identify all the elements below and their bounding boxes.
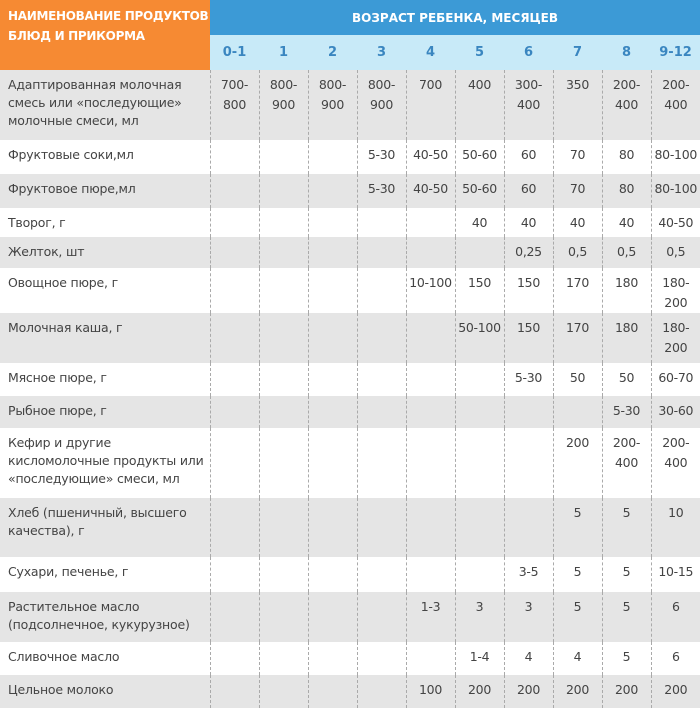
value-cell: 800- 900 [259,70,308,140]
value-cell: 60-70 [651,363,700,396]
value-cell: 200 [455,675,504,708]
value-cell: 200- 400 [651,428,700,498]
value-cell [259,363,308,396]
value-cell: 50 [553,363,602,396]
product-name: Творог, г [8,215,66,230]
value-cell [210,396,259,428]
value-cell: 5 [553,592,602,642]
age-column-header: ВОЗРАСТ РЕБЕНКА, МЕСЯЦЕВ [210,0,700,35]
table-row [0,208,700,237]
month-header-7: 7 [553,35,602,70]
table-row [0,363,700,396]
value-cell [308,268,357,313]
value-cell [259,396,308,428]
value-cell: 40 [455,208,504,237]
value-cell [210,174,259,208]
value-cell: 70 [553,174,602,208]
table-row [0,557,700,592]
value-cell: 180- 200 [651,313,700,363]
table-row [0,237,700,268]
value-cell [357,557,406,592]
value-cell [357,268,406,313]
value-cell: 200 [602,675,651,708]
value-cell: 50-100 [455,313,504,363]
value-cell: 10-100 [406,268,455,313]
product-name: Фруктовое пюре,мл [8,181,136,196]
value-cell: 50-60 [455,174,504,208]
table-row [0,396,700,428]
value-cell: 50-60 [455,140,504,174]
product-name: Хлеб (пшеничный, высшего качества), г [8,505,187,538]
value-cell [210,642,259,675]
value-cell [210,140,259,174]
value-cell [455,237,504,268]
value-cell [406,642,455,675]
value-cell [406,557,455,592]
value-cell: 4 [504,642,553,675]
product-name: Рыбное пюре, г [8,403,107,418]
value-cell [308,396,357,428]
value-cell [357,237,406,268]
product-column-header: НАИМЕНОВАНИЕ ПРОДУКТОВ БЛЮД И ПРИКОРМА [0,0,210,70]
value-cell: 200- 400 [602,70,651,140]
value-cell: 170 [553,313,602,363]
value-cell [210,498,259,557]
value-cell [406,498,455,557]
value-cell: 5-30 [357,140,406,174]
value-cell: 100 [406,675,455,708]
product-name: Цельное молоко [8,682,114,697]
value-cell [210,268,259,313]
value-cell: 10 [651,498,700,557]
value-cell [553,396,602,428]
value-cell: 5 [553,498,602,557]
value-cell: 3-5 [504,557,553,592]
value-cell: 0,5 [651,237,700,268]
value-cell: 0,5 [602,237,651,268]
value-cell: 1-3 [406,592,455,642]
value-cell [406,363,455,396]
product-name: Фруктовые соки,мл [8,147,134,162]
month-header-2: 2 [308,35,357,70]
value-cell [357,428,406,498]
value-cell: 300- 400 [504,70,553,140]
value-cell: 5 [602,642,651,675]
value-cell [308,428,357,498]
value-cell [357,592,406,642]
value-cell: 150 [504,313,553,363]
value-cell [406,313,455,363]
value-cell: 1-4 [455,642,504,675]
value-cell: 80 [602,140,651,174]
value-cell: 200 [553,675,602,708]
value-cell [259,174,308,208]
month-header-3: 3 [357,35,406,70]
value-cell [259,557,308,592]
value-cell [406,428,455,498]
value-cell: 40-50 [406,174,455,208]
table-row [0,174,700,208]
value-cell: 4 [553,642,602,675]
product-name: Желток, шт [8,244,85,259]
month-header-4: 4 [406,35,455,70]
value-cell: 40 [504,208,553,237]
value-cell [210,592,259,642]
value-cell [455,557,504,592]
value-cell [259,140,308,174]
product-name: Кефир и другие кисломолочные продукты или «последующие» смеси, мл [8,435,204,486]
value-cell: 10-15 [651,557,700,592]
value-cell [357,642,406,675]
value-cell: 3 [455,592,504,642]
value-cell [259,208,308,237]
value-cell: 5-30 [357,174,406,208]
product-name: Адаптированная молочная смесь или «последующие» молочные смеси, мл [8,77,182,128]
value-cell [308,675,357,708]
table-row [0,313,700,363]
value-cell: 6 [651,642,700,675]
value-cell: 40 [553,208,602,237]
value-cell: 800- 900 [308,70,357,140]
value-cell [210,363,259,396]
value-cell [308,208,357,237]
value-cell [308,237,357,268]
value-cell [259,675,308,708]
table-row [0,268,700,313]
value-cell: 5 [602,557,651,592]
value-cell [504,498,553,557]
value-cell: 30-60 [651,396,700,428]
value-cell: 180 [602,313,651,363]
table-row [0,140,700,174]
value-cell: 200 [651,675,700,708]
value-cell [308,363,357,396]
value-cell [259,313,308,363]
value-cell: 3 [504,592,553,642]
value-cell: 5 [602,498,651,557]
table-row [0,428,700,498]
value-cell [308,557,357,592]
value-cell [455,396,504,428]
value-cell [210,313,259,363]
month-header-5: 5 [455,35,504,70]
value-cell [504,396,553,428]
value-cell: 150 [504,268,553,313]
value-cell: 150 [455,268,504,313]
value-cell: 400 [455,70,504,140]
value-cell: 40-50 [651,208,700,237]
value-cell: 170 [553,268,602,313]
month-header-6: 6 [504,35,553,70]
value-cell [259,428,308,498]
value-cell: 60 [504,174,553,208]
value-cell: 6 [651,592,700,642]
value-cell [259,592,308,642]
value-cell [455,363,504,396]
value-cell: 200 [553,428,602,498]
value-cell [357,396,406,428]
value-cell: 40-50 [406,140,455,174]
value-cell: 800- 900 [357,70,406,140]
value-cell: 200- 400 [651,70,700,140]
value-cell [210,557,259,592]
value-cell: 5-30 [602,396,651,428]
value-cell [259,642,308,675]
value-cell [357,498,406,557]
product-name: Сухари, печенье, г [8,564,129,579]
value-cell [357,208,406,237]
value-cell: 0,25 [504,237,553,268]
value-cell [406,396,455,428]
value-cell [357,363,406,396]
month-header-9-12: 9-12 [651,35,700,70]
value-cell [308,592,357,642]
value-cell [210,675,259,708]
value-cell [357,675,406,708]
product-name: Сливочное масло [8,649,120,664]
value-cell: 80-100 [651,174,700,208]
value-cell [455,428,504,498]
value-cell [406,208,455,237]
value-cell: 700 [406,70,455,140]
table-row [0,592,700,642]
product-name: Овощное пюре, г [8,275,118,290]
product-name: Молочная каша, г [8,320,123,335]
value-cell: 5-30 [504,363,553,396]
value-cell: 5 [553,557,602,592]
table-row [0,498,700,557]
value-cell: 80 [602,174,651,208]
value-cell [210,237,259,268]
value-cell: 5 [602,592,651,642]
table-row [0,675,700,708]
month-header-1: 1 [259,35,308,70]
product-name: Растительное масло (подсолнечное, кукурузное) [8,599,190,632]
value-cell [455,498,504,557]
value-cell: 40 [602,208,651,237]
value-cell [357,313,406,363]
value-cell: 180 [602,268,651,313]
value-cell: 200 [504,675,553,708]
value-cell: 0,5 [553,237,602,268]
value-cell [259,498,308,557]
value-cell [308,313,357,363]
value-cell [308,642,357,675]
table-row [0,70,700,140]
value-cell [406,237,455,268]
value-cell: 80-100 [651,140,700,174]
value-cell [308,498,357,557]
value-cell [308,174,357,208]
month-header-8: 8 [602,35,651,70]
value-cell: 350 [553,70,602,140]
product-name: Мясное пюре, г [8,370,107,385]
value-cell [308,140,357,174]
value-cell: 50 [602,363,651,396]
value-cell [210,428,259,498]
value-cell [259,237,308,268]
month-header-0-1: 0-1 [210,35,259,70]
value-cell: 70 [553,140,602,174]
value-cell: 700- 800 [210,70,259,140]
value-cell [504,428,553,498]
value-cell: 60 [504,140,553,174]
value-cell: 200- 400 [602,428,651,498]
table-row [0,642,700,675]
value-cell [259,268,308,313]
value-cell: 180- 200 [651,268,700,313]
value-cell [210,208,259,237]
